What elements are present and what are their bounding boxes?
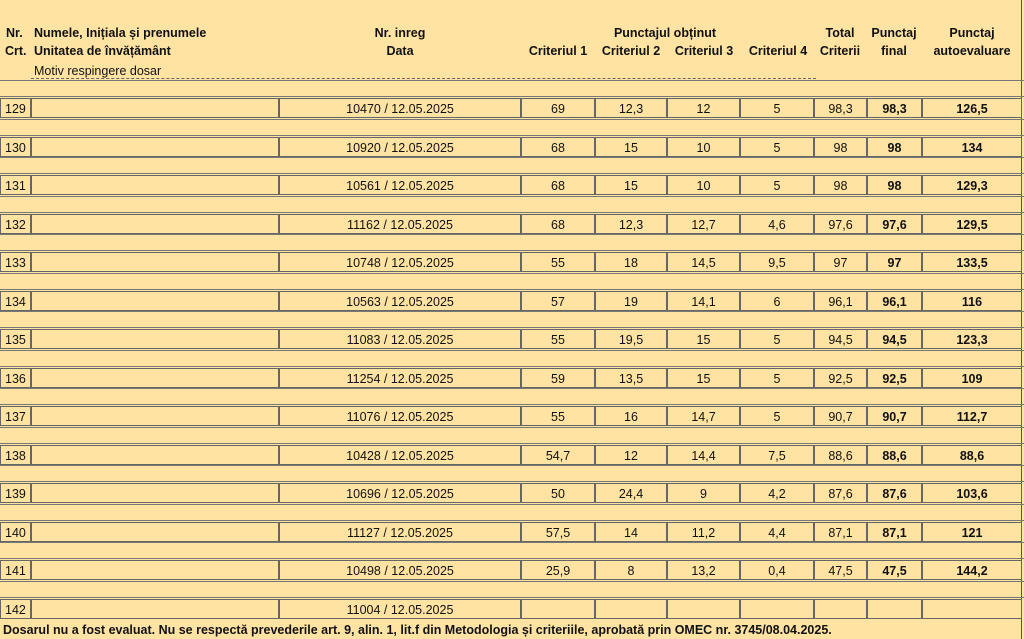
table-row [0,599,1024,619]
row-separator [0,119,1024,136]
header-auto-line2: autoevaluare [933,44,1011,58]
header-auto-line1: Punctaj [949,26,995,40]
cell-c2: 12,3 [595,214,667,234]
cell-reg: 10428 / 12.05.2025 [279,445,521,465]
row-separator [0,427,1024,444]
cell-total: 92,5 [814,368,867,388]
row-separator [0,542,1024,559]
cell-nr: 131 [0,175,31,195]
cell-reg: 11083 / 12.05.2025 [279,329,521,349]
cell-total: 97,6 [814,214,867,234]
cell-reg: 11127 / 12.05.2025 [279,522,521,542]
cell-c3: 13,2 [667,560,740,580]
cell-c3: 14,7 [667,406,740,426]
cell-final [867,599,922,619]
header-crit4: Criteriul 4 [748,44,808,58]
cell-c1: 68 [521,214,595,234]
table-row [0,252,1024,272]
cell-c1: 55 [521,329,595,349]
cell-final: 98,3 [867,98,922,118]
table-row [0,137,1024,157]
cell-reg: 10920 / 12.05.2025 [279,137,521,157]
cell-c2: 16 [595,406,667,426]
cell-nr: 136 [0,368,31,388]
cell-total: 87,1 [814,522,867,542]
cell-c1: 55 [521,406,595,426]
cell-final: 90,7 [867,406,922,426]
header-crit3: Criteriul 3 [674,44,734,58]
cell-auto: 123,3 [922,329,1022,349]
cell-c3: 14,5 [667,252,740,272]
cell-auto: 144,2 [922,560,1022,580]
table-row [0,368,1024,388]
cell-c2: 8 [595,560,667,580]
cell-c3: 12,7 [667,214,740,234]
cell-nr: 141 [0,560,31,580]
header-group-title: Punctajul obținut [613,26,717,40]
header-reg-line2: Data [386,44,414,58]
cell-nr: 134 [0,291,31,311]
cell-c2: 18 [595,252,667,272]
cell-auto: 112,7 [922,406,1022,426]
cell-total [814,599,867,619]
row-separator [0,80,1024,97]
cell-total: 97 [814,252,867,272]
cell-c2: 19,5 [595,329,667,349]
cell-c2: 12 [595,445,667,465]
cell-final: 97,6 [867,214,922,234]
row-separator [0,350,1024,367]
cell-c4: 5 [740,329,814,349]
cell-c4: 4,6 [740,214,814,234]
cell-total: 98 [814,137,867,157]
cell-final: 96,1 [867,291,922,311]
cell-c1: 68 [521,175,595,195]
cell-total: 94,5 [814,329,867,349]
table-row [0,406,1024,426]
table-row [0,560,1024,580]
cell-nr: 140 [0,522,31,542]
cell-auto: 133,5 [922,252,1022,272]
cell-c2: 13,5 [595,368,667,388]
cell-final: 87,1 [867,522,922,542]
cell-c2: 15 [595,175,667,195]
table-row [0,98,1024,118]
cell-c1: 59 [521,368,595,388]
rejection-note: Dosarul nu a fost evaluat. Nu se respectă prevederile art. 9, alin. 1, lit.f din Metodologia și criteriile, aprobată prin OMEC nr. 3745/08.04.2025. [3,623,832,637]
cell-c4: 5 [740,368,814,388]
header-nr-line1: Nr. [6,26,23,40]
cell-name [31,445,279,465]
header-crit1: Criteriul 1 [528,44,588,58]
cell-c3: 15 [667,329,740,349]
cell-reg: 11076 / 12.05.2025 [279,406,521,426]
cell-name [31,252,279,272]
cell-auto: 121 [922,522,1022,542]
cell-final: 94,5 [867,329,922,349]
cell-final: 88,6 [867,445,922,465]
cell-c4: 5 [740,98,814,118]
cell-c1: 57 [521,291,595,311]
cell-c4: 5 [740,406,814,426]
cell-auto: 129,5 [922,214,1022,234]
cell-final: 47,5 [867,560,922,580]
cell-c3: 10 [667,137,740,157]
cell-auto: 126,5 [922,98,1022,118]
cell-c1: 50 [521,483,595,503]
row-separator [0,388,1024,405]
cell-reg: 10748 / 12.05.2025 [279,252,521,272]
cell-reg: 10498 / 12.05.2025 [279,560,521,580]
cell-auto: 109 [922,368,1022,388]
cell-c2: 24,4 [595,483,667,503]
table-row [0,522,1024,542]
row-separator [0,504,1024,521]
cell-auto: 134 [922,137,1022,157]
table-row [0,214,1024,234]
cell-total: 90,7 [814,406,867,426]
cell-name [31,175,279,195]
cell-name [31,560,279,580]
cell-c3: 11,2 [667,522,740,542]
header-reg-line1: Nr. inreg [374,26,426,40]
cell-c4: 4,4 [740,522,814,542]
cell-c4: 6 [740,291,814,311]
header-final-line1: Punctaj [871,26,917,40]
cell-c1: 55 [521,252,595,272]
cell-final: 92,5 [867,368,922,388]
cell-c4: 9,5 [740,252,814,272]
cell-c4 [740,599,814,619]
cell-c1: 68 [521,137,595,157]
cell-final: 98 [867,137,922,157]
row-separator [0,273,1024,290]
cell-nr: 138 [0,445,31,465]
header-total-line2: Criterii [819,44,861,58]
cell-name [31,329,279,349]
cell-reg: 10563 / 12.05.2025 [279,291,521,311]
cell-c4: 7,5 [740,445,814,465]
cell-name [31,214,279,234]
cell-reg: 11004 / 12.05.2025 [279,599,521,619]
cell-nr: 142 [0,599,31,619]
cell-auto: 116 [922,291,1022,311]
cell-nr: 137 [0,406,31,426]
cell-reg: 10696 / 12.05.2025 [279,483,521,503]
cell-c1: 54,7 [521,445,595,465]
cell-nr: 132 [0,214,31,234]
table-row [0,291,1024,311]
cell-c3: 14,4 [667,445,740,465]
cell-nr: 130 [0,137,31,157]
cell-c3: 9 [667,483,740,503]
cell-auto: 129,3 [922,175,1022,195]
cell-nr: 133 [0,252,31,272]
cell-total: 98 [814,175,867,195]
cell-c3: 15 [667,368,740,388]
cell-name [31,483,279,503]
cell-c4: 5 [740,175,814,195]
cell-total: 47,5 [814,560,867,580]
cell-c1 [521,599,595,619]
cell-name [31,137,279,157]
cell-c2: 14 [595,522,667,542]
cell-nr: 139 [0,483,31,503]
table-row [0,445,1024,465]
cell-final: 98 [867,175,922,195]
cell-total: 88,6 [814,445,867,465]
cell-reg: 10470 / 12.05.2025 [279,98,521,118]
cell-name [31,98,279,118]
header-divider [31,78,816,79]
cell-c2: 19 [595,291,667,311]
cell-c1: 25,9 [521,560,595,580]
cell-name [31,599,279,619]
cell-reg: 11254 / 12.05.2025 [279,368,521,388]
cell-reg: 11162 / 12.05.2025 [279,214,521,234]
cell-total: 87,6 [814,483,867,503]
cell-name [31,522,279,542]
header-nr-line2: Crt. [5,44,27,58]
cell-name [31,368,279,388]
cell-c3: 12 [667,98,740,118]
table-row [0,483,1024,503]
cell-c1: 57,5 [521,522,595,542]
header-crit2: Criteriul 2 [601,44,661,58]
cell-final: 87,6 [867,483,922,503]
cell-reg: 10561 / 12.05.2025 [279,175,521,195]
cell-nr: 129 [0,98,31,118]
cell-nr: 135 [0,329,31,349]
row-separator [0,311,1024,328]
cell-auto: 103,6 [922,483,1022,503]
row-separator [0,234,1024,251]
table-row [0,329,1024,349]
header-name-line3: Motiv respingere dosar [34,64,162,78]
cell-c3: 10 [667,175,740,195]
table-row [0,175,1024,195]
cell-c3 [667,599,740,619]
row-separator [0,465,1024,482]
cell-c4: 4,2 [740,483,814,503]
cell-c4: 0,4 [740,560,814,580]
cell-total: 96,1 [814,291,867,311]
cell-c1: 69 [521,98,595,118]
cell-final: 97 [867,252,922,272]
header-name-line1: Numele, Inițiala și prenumele [34,26,207,40]
cell-c3: 14,1 [667,291,740,311]
cell-c2: 15 [595,137,667,157]
cell-total: 98,3 [814,98,867,118]
cell-c2: 12,3 [595,98,667,118]
cell-name [31,406,279,426]
row-separator [0,196,1024,213]
header-final-line2: final [881,44,907,58]
cell-c2 [595,599,667,619]
row-separator [0,157,1024,174]
row-separator [0,581,1024,598]
cell-c4: 5 [740,137,814,157]
cell-name [31,291,279,311]
cell-auto [922,599,1022,619]
header-total-line1: Total [825,26,855,40]
cell-auto: 88,6 [922,445,1022,465]
header-name-line2: Unitatea de învățământ [34,44,171,58]
